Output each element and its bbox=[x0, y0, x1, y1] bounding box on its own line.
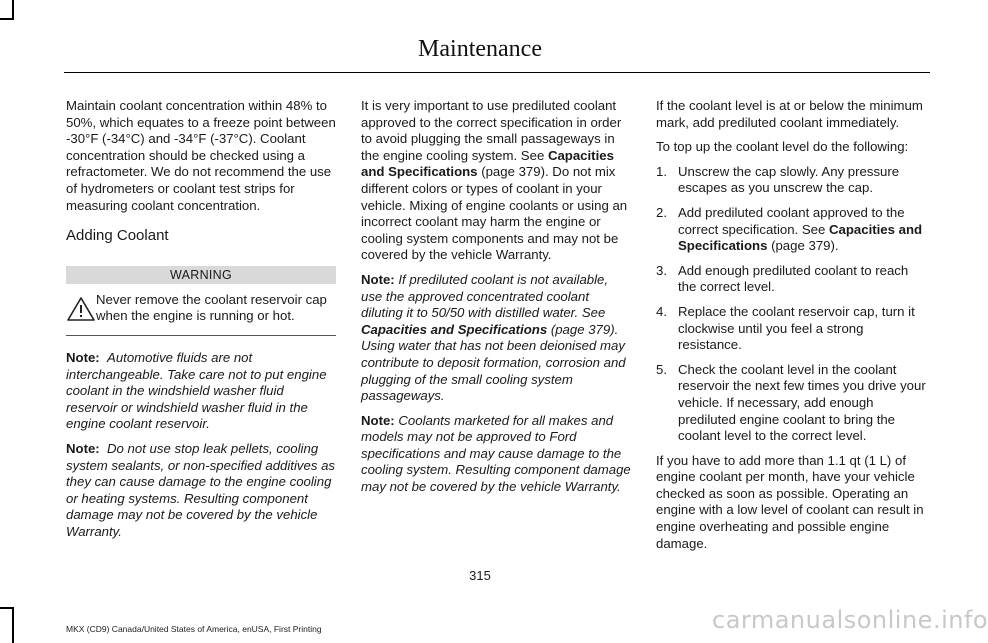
list-item bbox=[656, 263, 928, 296]
warning-label: WARNING bbox=[66, 266, 336, 284]
step-text: Unscrew the cap slowly. Any pressure escapes as you unscrew the cap. bbox=[678, 163, 900, 196]
text: Add prediluted coolant approved to the correct specification. See bbox=[678, 204, 905, 237]
text: (page 379). Do not mix different colors or types of coolant in your vehicle. Mixing of engine coolants or using an incorrect coolant may harm the engine or cooling system components and may not be covered by the vehicle Warranty. bbox=[361, 164, 628, 263]
note-label: Note: bbox=[66, 349, 100, 365]
watermark: carmanualsonline.info bbox=[712, 606, 988, 634]
crop-mark-top-left-h bbox=[0, 18, 14, 20]
warning-text: Never remove the coolant reservoir cap when the engine is running or hot. bbox=[96, 291, 327, 324]
step-text bbox=[678, 205, 928, 255]
paragraph: If the coolant level is at or below the minimum mark, add prediluted coolant immediately. bbox=[656, 98, 923, 130]
crop-mark-top-left-v bbox=[12, 0, 14, 18]
note bbox=[66, 441, 336, 541]
list-item bbox=[656, 205, 928, 255]
note-label: Note: bbox=[361, 412, 395, 428]
page-number: 315 bbox=[469, 568, 491, 583]
column-2 bbox=[361, 98, 631, 504]
paragraph bbox=[361, 98, 631, 264]
text: It is very important to use prediluted coolant approved to the correct specification in order to avoid plugging the small passageways in the engine cooling system. See bbox=[361, 98, 622, 163]
list-item bbox=[656, 362, 928, 445]
note-text: (page 379). Using water that has not been deionised may contribute to deposit formation, corrosion and plugging of the small cooling system passageways. bbox=[361, 321, 626, 404]
column-3 bbox=[656, 98, 928, 560]
note-text: If prediluted coolant is not available, use the approved concentrated coolant diluting it to 50/50 with distilled water. See bbox=[361, 271, 609, 321]
step-text: Replace the coolant reservoir cap, turn it clockwise until you feel a strong resistance. bbox=[678, 303, 915, 353]
column-1 bbox=[66, 98, 336, 548]
section-heading: Adding Coolant bbox=[66, 227, 169, 245]
page-title: Maintenance bbox=[418, 36, 542, 62]
warning-triangle-icon bbox=[66, 296, 96, 322]
paragraph: If you have to add more than 1.1 qt (1 L) of engine coolant per month, have your vehicle checked as soon as possible. Operating an engine with a low level of coolant can result in engine overheating and possible engine damage. bbox=[656, 452, 924, 551]
note bbox=[361, 413, 631, 496]
cross-reference-link[interactable]: Capacities and Specifications bbox=[361, 321, 548, 337]
note-label: Note: bbox=[361, 271, 395, 287]
crop-mark-bottom-left-h bbox=[0, 607, 14, 609]
step-number: 1. bbox=[656, 163, 667, 179]
step-text: Check the coolant level in the coolant reservoir the next few times you drive your vehicle. If necessary, add enough prediluted engine coolant to bring the coolant level to the correct level. bbox=[678, 361, 926, 444]
step-number: 3. bbox=[656, 262, 667, 278]
list-item bbox=[656, 164, 928, 197]
list-item bbox=[656, 304, 928, 354]
note-text: Do not use stop leak pellets, cooling system sealants, or non-specified additives as they can cause damage to the engine cooling or heating systems. Resulting component damage may not be covered by the vehicle Warranty. bbox=[66, 440, 336, 539]
paragraph: Maintain coolant concentration within 48% to 50%, which equates to a freeze point between -30°F (-34°C) and -34°F (-37°C). Coolant concentration should be checked using a refractometer. We do not recommend the use of hydrometers or coolant test strips for measuring coolant concentration. bbox=[66, 98, 336, 213]
step-number: 4. bbox=[656, 303, 667, 319]
step-text: Add enough prediluted coolant to reach the correct level. bbox=[678, 262, 909, 295]
note-text: Coolants marketed for all makes and models may not be approved to Ford specifications and may cause damage to the cooling system. Resulting component damage may not be covered by the vehicle Warranty. bbox=[361, 412, 631, 495]
warning-rule bbox=[66, 335, 336, 336]
step-number: 2. bbox=[656, 204, 667, 220]
paragraph: To top up the coolant level do the following: bbox=[656, 139, 909, 155]
note bbox=[66, 350, 336, 433]
note-text: Automotive fluids are not interchangeable. Take care not to put engine coolant in the windshield washer fluid reservoir or windshield washer fluid in the engine coolant reservoir. bbox=[66, 349, 327, 432]
crop-mark-bottom-left-v bbox=[12, 607, 14, 643]
text: (page 379). bbox=[767, 238, 839, 254]
header-rule bbox=[64, 72, 930, 73]
edition-footer: MKX (CD9) Canada/United States of America, enUSA, First Printing bbox=[66, 624, 322, 634]
step-number: 5. bbox=[656, 361, 667, 377]
cross-reference-link[interactable]: Capacities and Specifications bbox=[678, 221, 923, 254]
warning-box bbox=[66, 266, 336, 336]
cross-reference-link[interactable]: Capacities and Specifications bbox=[361, 147, 614, 180]
steps-list bbox=[656, 164, 928, 445]
note-label: Note: bbox=[66, 440, 100, 456]
note bbox=[361, 272, 631, 405]
